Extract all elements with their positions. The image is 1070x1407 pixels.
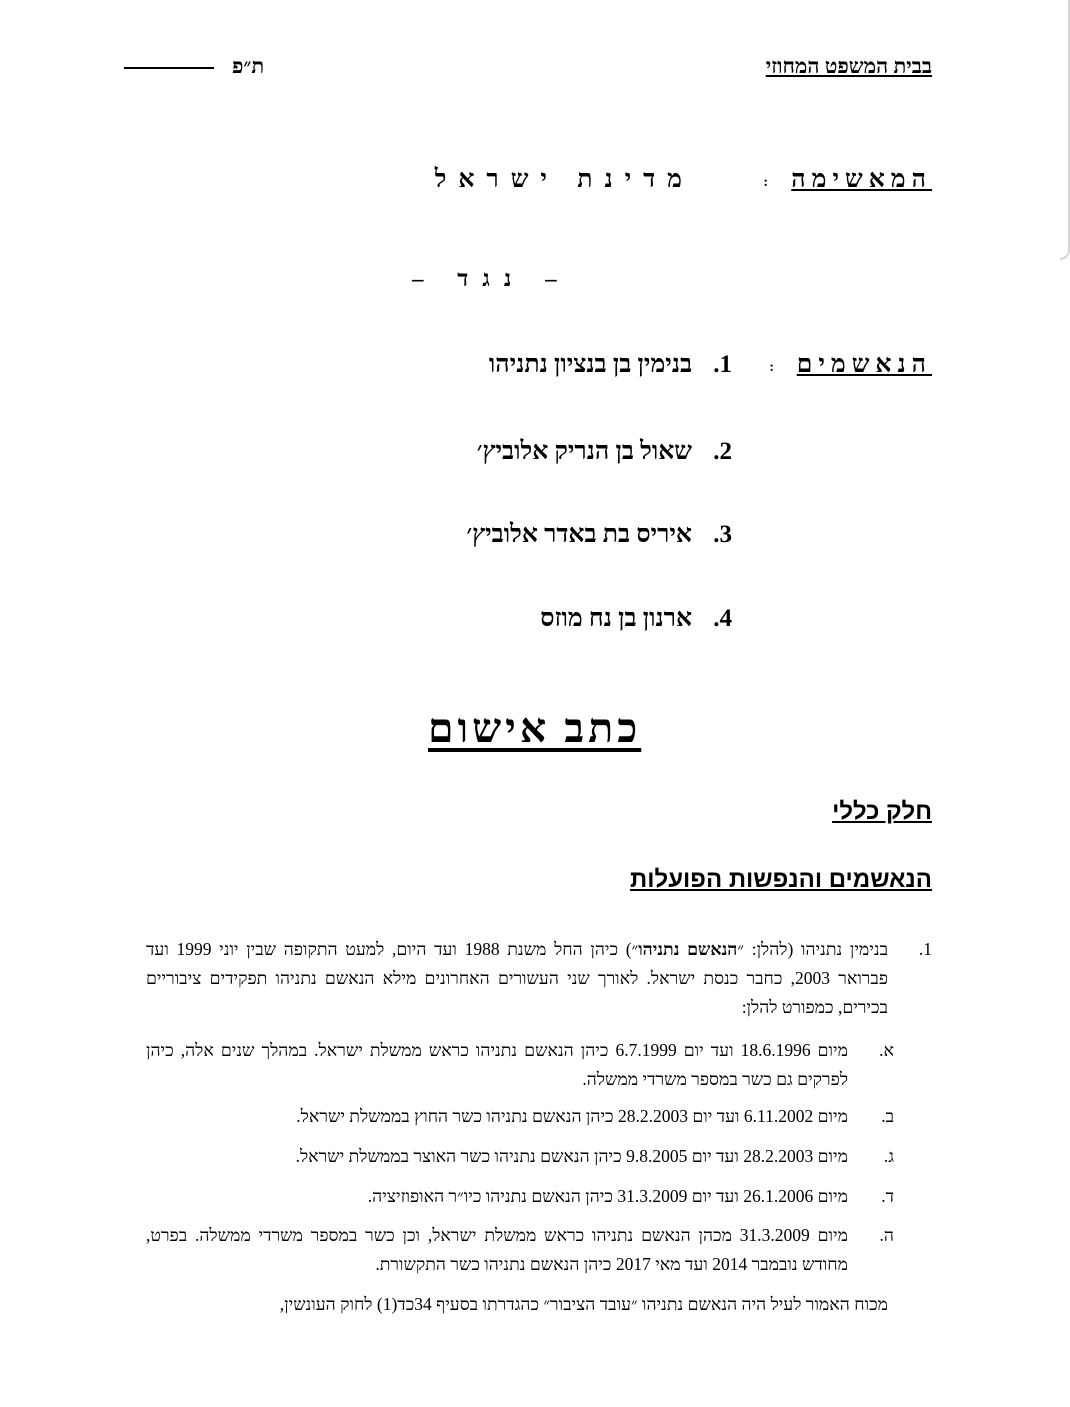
page-edge-mark: [1060, 0, 1070, 260]
defendant-name: ארנון בן נח מוזס: [540, 605, 692, 632]
defendant-1: [489, 351, 732, 379]
subitem-text: מיום 26.1.2006 ועד יום 31.3.2009 כיהן הנאשם נתניהו כיו״ר האופוזיציה.: [367, 1186, 848, 1206]
case-number: [124, 54, 264, 79]
prosecution-label: המאשימה: [791, 166, 932, 193]
defendant-name: איריס בת באדר אלוביץ׳: [466, 521, 692, 548]
defendant-number: 2.: [713, 438, 732, 465]
paragraph-1-lead: בנימין נתניהו (להלן: ״: [737, 939, 888, 959]
closing-line: מכוח האמור לעיל היה הנאשם נתניהו ״עובד הציבור״ כהגדרתו בסעיף 34כד(1) לחוק העונשין,: [279, 1294, 888, 1314]
defendant-4: [540, 605, 732, 633]
defendants-colon: :: [769, 360, 774, 375]
versus-label: – נגד –: [412, 266, 571, 291]
defendants-label: הנאשמים: [796, 351, 932, 378]
subitem-marker: א.: [879, 1040, 894, 1060]
subitem-text: מיום 18.6.1996 ועד יום 6.7.1999 כיהן הנאשם נתניהו כראש ממשלת ישראל. במהלך שנים אלה, כיהן לפרקים גם כשר במספר משרדי ממשלה.: [146, 1040, 848, 1089]
defendant-2: [477, 438, 732, 466]
subitem-marker: ג.: [883, 1146, 894, 1166]
defendant-number: 1.: [713, 351, 732, 378]
case-prefix: ת״פ: [232, 54, 265, 78]
prosecution-colon: :: [763, 175, 768, 190]
subitem-marker: ד.: [881, 1186, 894, 1206]
document-title: כתב אישום: [428, 705, 642, 751]
defendant-number: 4.: [713, 605, 732, 632]
prosecution-name: מדינת ישראל: [434, 166, 694, 193]
court-name: בבית המשפט המחוזי: [765, 54, 932, 78]
section-heading: הנאשמים והנפשות הפועלות: [630, 866, 932, 893]
defendant-3: [466, 521, 732, 549]
subitem-text: מיום 28.2.2003 ועד יום 9.8.2005 כיהן הנאשם נתניהו כשר האוצר בממשלת ישראל.: [295, 1146, 848, 1166]
paragraph-number: 1.: [918, 939, 932, 959]
general-part-heading: חלק כללי: [832, 798, 932, 825]
paragraph-1-text: ״) כיהן החל משנת 1988 ועד היום, למעט התקופה שבין יוני 1999 ועד פברואר 2003, כחבר כנסת ישראל. לאורך שני העשורים האחרונים מילא הנאשם נתניהו תפקידים ציבוריים בכירים, כמפורט להלן:: [146, 939, 889, 1017]
paragraph-1-defined-term: הנאשם נתניהו: [638, 939, 738, 959]
defendant-name: שאול בן הנריק אלוביץ׳: [476, 438, 692, 465]
subitem-text: מיום 6.11.2002 ועד יום 28.2.2003 כיהן הנאשם נתניהו כשר החוץ בממשלת ישראל.: [296, 1106, 848, 1126]
subitem-marker: ה.: [879, 1225, 894, 1245]
subitem-marker: ב.: [881, 1106, 894, 1126]
paragraph-1: [146, 935, 888, 1022]
subitem-text: מיום 31.3.2009 מכהן הנאשם נתניהו כראש ממשלת ישראל, וכן כשר במספר משרדי ממשלה. בפרט, מחודש נובמבר 2014 ועד מאי 2017 כיהן הנאשם נתניהו כשר התקשורת.: [146, 1225, 848, 1274]
defendant-name: בנימין בן בנציון נתניהו: [488, 351, 692, 378]
case-number-blank: [124, 67, 214, 69]
defendant-number: 3.: [713, 521, 732, 548]
